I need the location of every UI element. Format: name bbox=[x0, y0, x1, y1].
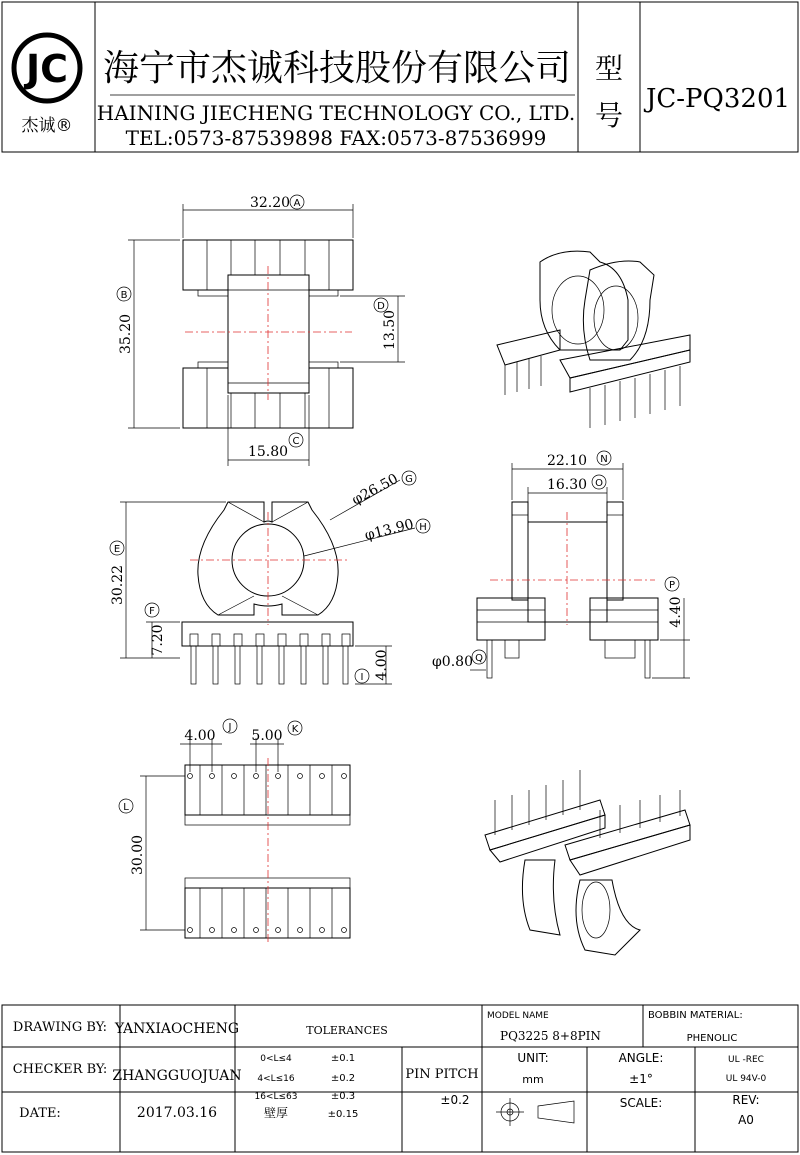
company-contact: TEL:0573-87539898 FAX:0573-87536999 bbox=[125, 126, 547, 150]
svg-text:±0.15: ±0.15 bbox=[327, 1109, 359, 1120]
angle-label: ANGLE: bbox=[618, 1051, 664, 1065]
svg-text:N: N bbox=[600, 454, 608, 465]
marker-l bbox=[119, 799, 133, 813]
rev-value: A0 bbox=[738, 1113, 754, 1127]
company-logo bbox=[14, 35, 80, 136]
unit-label: UNIT: bbox=[517, 1051, 549, 1065]
scale-label: SCALE: bbox=[619, 1096, 663, 1110]
svg-text:O: O bbox=[595, 478, 603, 489]
front-view-pins bbox=[190, 634, 350, 684]
angle-value: ±1° bbox=[629, 1072, 653, 1086]
company-name-en: HAINING JIECHENG TECHNOLOGY CO., LTD. bbox=[96, 101, 576, 125]
dim-i-value: 4.00 bbox=[374, 649, 390, 681]
projection-symbol bbox=[496, 1098, 574, 1126]
marker-d bbox=[374, 298, 388, 312]
unit-value: mm bbox=[522, 1073, 544, 1086]
bottom-view-pin-holes bbox=[188, 774, 347, 933]
svg-text:E: E bbox=[113, 544, 121, 555]
dim-c-value: 15.80 bbox=[247, 444, 289, 460]
model-name-value: PQ3225 8+8PIN bbox=[500, 1029, 601, 1043]
marker-a bbox=[290, 195, 304, 209]
marker-j bbox=[223, 719, 237, 733]
rev-label: REV: bbox=[732, 1093, 760, 1107]
marker-k bbox=[288, 721, 302, 735]
svg-text:J: J bbox=[228, 722, 232, 733]
side-view bbox=[432, 453, 690, 678]
date-value: 2017.03.16 bbox=[136, 1105, 218, 1121]
svg-text:K: K bbox=[291, 724, 299, 735]
dim-n-value: 22.10 bbox=[546, 453, 588, 469]
model-label-1: 型 bbox=[594, 52, 624, 85]
dim-h-value: φ13.90 bbox=[363, 516, 416, 544]
svg-text:4<L≤16: 4<L≤16 bbox=[257, 1074, 295, 1084]
svg-text:F: F bbox=[149, 606, 155, 617]
marker-i bbox=[355, 669, 369, 683]
top-view bbox=[118, 195, 405, 466]
title-block-footer bbox=[2, 1005, 798, 1152]
svg-text:G: G bbox=[405, 474, 413, 485]
marker-n bbox=[597, 451, 611, 465]
date-label: DATE: bbox=[19, 1106, 61, 1121]
svg-text:H: H bbox=[419, 522, 427, 533]
dim-g-value: φ26.50 bbox=[349, 470, 401, 509]
svg-text:B: B bbox=[120, 290, 128, 301]
dim-d-value: 13.50 bbox=[382, 309, 398, 351]
marker-e bbox=[110, 541, 124, 555]
dim-b-value: 35.20 bbox=[118, 313, 134, 355]
bottom-view bbox=[130, 728, 350, 945]
marker-p bbox=[665, 577, 679, 591]
logo-subtitle: 杰诚® bbox=[21, 116, 73, 136]
ul-rec: UL -REC bbox=[728, 1055, 764, 1065]
model-name-label: MODEL NAME bbox=[487, 1011, 549, 1021]
dim-f-value: 7.20 bbox=[150, 624, 166, 656]
pin-pitch-value: ±0.2 bbox=[440, 1093, 470, 1107]
svg-text:L: L bbox=[123, 802, 129, 813]
pin-pitch-label: PIN PITCH bbox=[405, 1067, 479, 1082]
isometric-view-top bbox=[497, 251, 690, 428]
front-view bbox=[110, 471, 415, 684]
svg-text:I: I bbox=[360, 672, 364, 683]
svg-text:壁厚: 壁厚 bbox=[263, 1106, 289, 1120]
svg-text:±0.3: ±0.3 bbox=[330, 1091, 356, 1102]
ul-94v0: UL 94V-0 bbox=[725, 1074, 767, 1084]
svg-text:D: D bbox=[377, 301, 385, 312]
company-name-cn: 海宁市杰诚科技股份有限公司 bbox=[102, 48, 572, 89]
svg-text:C: C bbox=[292, 436, 300, 447]
svg-text:P: P bbox=[668, 580, 676, 591]
checker-by-label: CHECKER BY: bbox=[12, 1062, 108, 1077]
title-block-header bbox=[2, 2, 798, 152]
bottom-view-slots bbox=[200, 765, 332, 938]
dim-e-value: 30.22 bbox=[110, 564, 126, 606]
logo-text: JC bbox=[25, 47, 69, 91]
checker-by-value: ZHANGGUOJUAN bbox=[112, 1068, 242, 1084]
tolerances-label: TOLERANCES bbox=[306, 1024, 388, 1037]
marker-q bbox=[472, 650, 486, 664]
svg-text:16<L≤63: 16<L≤63 bbox=[254, 1092, 298, 1102]
marker-c bbox=[289, 433, 303, 447]
marker-o bbox=[592, 475, 606, 489]
bobbin-material-label: BOBBIN MATERIAL: bbox=[648, 1010, 743, 1021]
marker-b bbox=[117, 287, 131, 301]
bobbin-material-value: PHENOLIC bbox=[686, 1033, 738, 1044]
circled-markers bbox=[110, 195, 679, 813]
model-label-2: 号 bbox=[594, 99, 624, 132]
model-number: JC-PQ3201 bbox=[645, 84, 791, 114]
tolerance-table bbox=[254, 1053, 358, 1120]
svg-text:Q: Q bbox=[475, 653, 483, 664]
svg-text:±0.2: ±0.2 bbox=[330, 1073, 356, 1084]
dim-o-value: 16.30 bbox=[546, 477, 588, 493]
svg-text:A: A bbox=[293, 198, 301, 209]
dim-l-value: 30.00 bbox=[130, 834, 146, 876]
dim-k-value: 5.00 bbox=[251, 728, 283, 744]
drawing-by-value: YANXIAOCHENG bbox=[114, 1021, 240, 1037]
dim-p-value: 4.40 bbox=[668, 596, 684, 628]
drawing-by-label: DRAWING BY: bbox=[12, 1020, 108, 1035]
dim-a-value: 32.20 bbox=[249, 195, 291, 211]
isometric-top-pins bbox=[505, 356, 680, 428]
dim-q-value: φ0.80 bbox=[432, 654, 473, 670]
marker-f bbox=[145, 603, 159, 617]
marker-g bbox=[402, 471, 416, 485]
svg-text:±0.1: ±0.1 bbox=[330, 1053, 356, 1064]
marker-h bbox=[416, 519, 430, 533]
isometric-view-bottom bbox=[485, 770, 690, 955]
dim-j-value: 4.00 bbox=[184, 728, 216, 744]
svg-text:0<L≤4: 0<L≤4 bbox=[260, 1054, 292, 1064]
